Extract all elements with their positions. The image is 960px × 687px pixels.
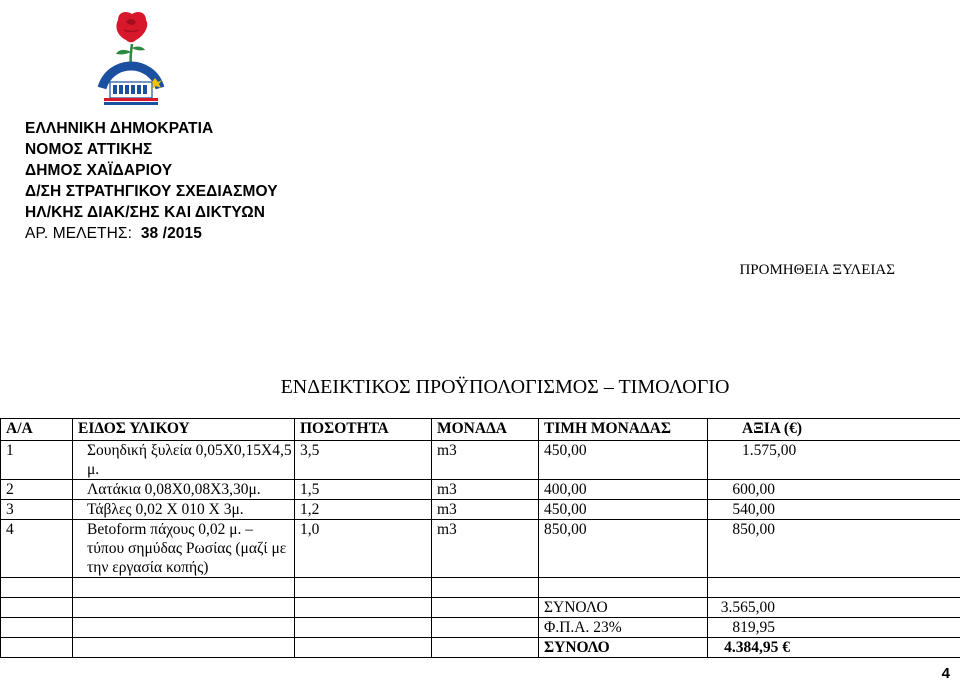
svg-text:ΔΗΜΟΣ: ΔΗΜΟΣ <box>118 75 144 82</box>
row-unit: m3 <box>432 441 539 480</box>
study-number-value: 38 /2015 <box>140 225 202 242</box>
row-aa: 3 <box>1 500 73 520</box>
header-item: ΕΙΔΟΣ ΥΛΙΚΟΥ <box>73 419 295 441</box>
table-header-row <box>1 419 960 441</box>
study-number-label: ΑΡ. ΜΕΛΕΤΗΣ: <box>25 225 132 242</box>
header-quantity: ΠΟΣΟΤΗΤΑ <box>295 419 432 441</box>
table-row <box>1 500 960 520</box>
total-label: ΣΥΝΟΛΟ <box>539 598 708 618</box>
header-line-country: ΕΛΛΗΝΙΚΗ ΔΗΜΟΚΡΑΤΙΑ <box>25 120 214 137</box>
row-quantity: 1,2 <box>295 500 432 520</box>
row-unit: m3 <box>432 500 539 520</box>
study-number-line <box>25 223 278 244</box>
vat-row <box>1 618 960 638</box>
header-line-directorate: Δ/ΣΗ ΣΤΡΑΤΗΓΙΚΟΥ ΣΧΕΔΙΑΣΜΟΥ <box>25 183 278 200</box>
row-value: 600,00 <box>708 480 960 500</box>
vat-label: Φ.Π.Α. 23% <box>539 618 708 638</box>
row-value: 1.575,00 <box>708 441 960 480</box>
issuer-header <box>25 118 278 244</box>
total-row <box>1 598 960 618</box>
row-aa: 4 <box>1 520 73 578</box>
row-unit-price: 450,00 <box>539 441 708 480</box>
header-unit-price: ΤΙΜΗ ΜΟΝΑΔΑΣ <box>539 419 708 441</box>
row-unit: m3 <box>432 520 539 578</box>
empty-row <box>1 578 960 598</box>
grand-total-row <box>1 638 960 658</box>
row-quantity: 1,5 <box>295 480 432 500</box>
row-aa: 2 <box>1 480 73 500</box>
page-number: 4 <box>941 665 950 682</box>
row-value: 540,00 <box>708 500 960 520</box>
row-unit-price: 850,00 <box>539 520 708 578</box>
header-line-department: ΗΛ/ΚΗΣ ΔΙΑΚ/ΣΗΣ ΚΑΙ ΔΙΚΤΥΩΝ <box>25 204 266 221</box>
table-row <box>1 441 960 480</box>
row-quantity: 1,0 <box>295 520 432 578</box>
header-line-prefecture: ΝΟΜΟΣ ΑΤΤΙΚΗΣ <box>25 141 153 158</box>
header-value: ΑΞΙΑ (€) <box>708 419 960 441</box>
header-aa: Α/Α <box>1 419 73 441</box>
procurement-subject: ΠΡΟΜΗΘΕΙΑ ΞΥΛΕΙΑΣ <box>739 262 895 278</box>
vat-value: 819,95 <box>708 618 960 638</box>
total-value: 3.565,00 <box>708 598 960 618</box>
grand-total-label: ΣΥΝΟΛΟ <box>539 638 708 658</box>
row-item: Σουηδική ξυλεία 0,05Χ0,15Χ4,5 μ. <box>73 441 295 480</box>
document-title: ΕΝΔΕΙΚΤΙΚΟΣ ΠΡΟΫΠΟΛΟΓΙΣΜΟΣ – ΤΙΜΟΛΟΓΙΟ <box>280 376 730 398</box>
row-item: Τάβλες 0,02 Χ 010 Χ 3μ. <box>73 500 295 520</box>
row-aa: 1 <box>1 441 73 480</box>
municipality-logo <box>88 8 174 110</box>
row-value: 850,00 <box>708 520 960 578</box>
row-unit-price: 450,00 <box>539 500 708 520</box>
row-item: Λατάκια 0,08Χ0,08Χ3,30μ. <box>73 480 295 500</box>
rose-logo-icon <box>88 8 174 110</box>
row-unit-price: 400,00 <box>539 480 708 500</box>
grand-total-value: 4.384,95 € <box>708 638 960 658</box>
header-line-municipality: ΔΗΜΟΣ ΧΑΪΔΑΡΙΟΥ <box>25 162 173 179</box>
table-row <box>1 480 960 500</box>
budget-table <box>0 418 960 658</box>
header-unit: ΜΟΝΑΔΑ <box>432 419 539 441</box>
row-quantity: 3,5 <box>295 441 432 480</box>
table-row <box>1 520 960 578</box>
row-unit: m3 <box>432 480 539 500</box>
row-item: Betoform πάχους 0,02 μ. – τύπου σημύδας Ρωσίας (μαζί με την εργασία κοπής) <box>73 520 295 578</box>
